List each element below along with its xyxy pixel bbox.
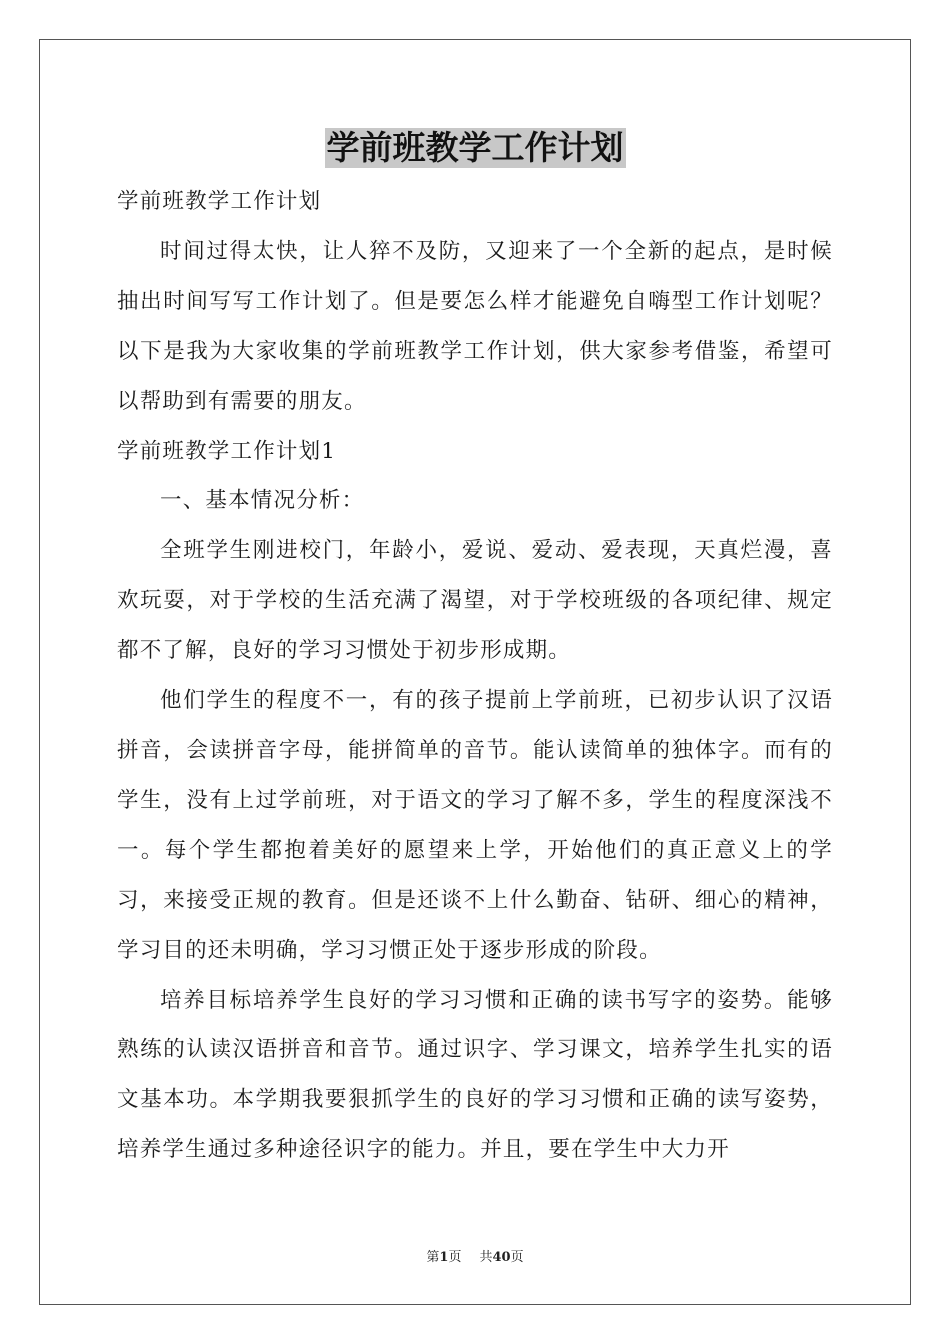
footer-page-suffix: 页 <box>448 1250 462 1265</box>
section-heading: 学前班教学工作计划1 <box>117 438 337 464</box>
paragraph-7: 培养目标培养学生良好的学习习惯和正确的读书写字的姿势。能够熟练的认读汉语拼音和音节。通过识字、学习课文，培养学生扎实的语文基本功。本学期我要狠抓学生的良好的学习习惯和正确的读写姿势，培养学生通过多种途径识字的能力。并且，要在学生中大力开 <box>117 987 833 1163</box>
footer-page-prefix: 第 <box>426 1250 440 1265</box>
paragraph-1: 学前班教学工作计划 <box>117 189 322 214</box>
document-title: 学前班教学工作计划 <box>326 128 624 167</box>
footer-total-pages: 40 <box>492 1250 511 1265</box>
footer-total-suffix: 页 <box>510 1250 524 1265</box>
paragraph-2: 时间过得太快，让人猝不及防，又迎来了一个全新的起点，是时候抽出时间写写工作计划了。但是要怎么样才能避免自嗨型工作计划呢？以下是我为大家收集的学前班教学工作计划，供大家参考借鉴，希望可以帮助到有需要的朋友。 <box>117 238 833 414</box>
paragraph-4: 一、基本情况分析： <box>160 488 365 514</box>
paragraph-5: 全班学生刚进校门，年龄小，爱说、爱动、爱表现，天真烂漫，喜欢玩耍，对于学校的生活充满了渴望，对于学校班级的各项纪律、规定都不了解，良好的学习习惯处于初步形成期。 <box>117 538 833 664</box>
footer-page-current: 1 <box>439 1250 449 1265</box>
title-container <box>0 128 950 168</box>
page-footer <box>0 1246 950 1265</box>
paragraph-6: 他们学生的程度不一，有的孩子提前上学前班，已初步认识了汉语拼音，会读拼音字母，能拼简单的音节。能认读简单的独体字。而有的学生，没有上过学前班，对于语文的学习了解不多，学生的程度深浅不一。每个学生都抱着美好的愿望来上学，开始他们的真正意义上的学习，来接受正规的教育。但是还谈不上什么勤奋、钻研、细心的精神，学习目的还未明确，学习习惯正处于逐步形成的阶段。 <box>117 688 833 963</box>
footer-total-prefix: 共 <box>479 1250 493 1265</box>
document-body <box>117 177 833 1175</box>
